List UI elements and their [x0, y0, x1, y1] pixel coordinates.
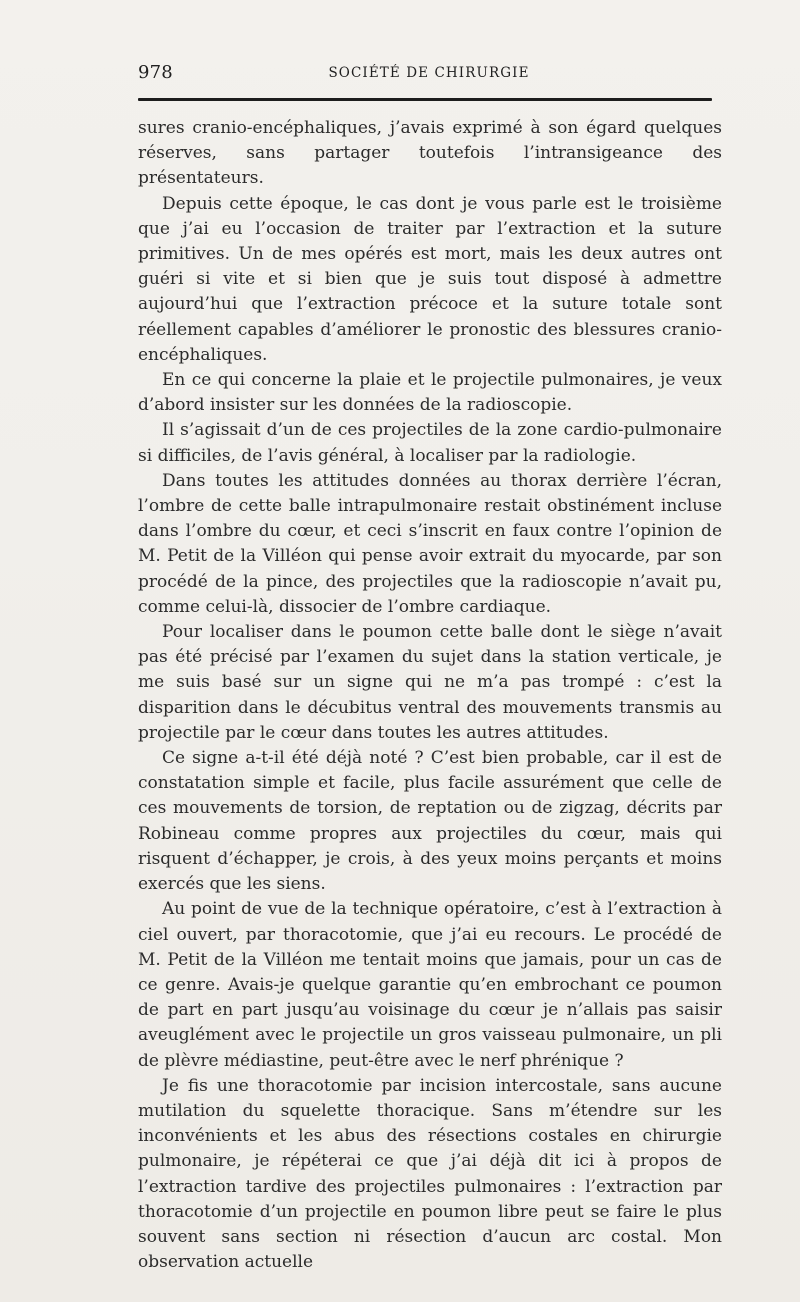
page-number: 978 — [138, 62, 173, 83]
paragraph: Pour localiser dans le poumon cette balle dont le siège n’avait pas été précisé par l’examen du sujet dans la station verticale, je me suis basé sur un signe qui ne m’a pas trompé : c’est la disparition dans le décubitus ventral des mouvements transmis au projectile par le cœur dans toutes les autres attitudes. — [138, 622, 722, 743]
paragraph: Je fis une thoracotomie par incision intercostale, sans aucune mutilation du squelette thoracique. Sans m’étendre sur les inconvénients et les abus des résections costales en chirurgie pulmonaire, je répéterai ce que j’ai déjà dit ici à propos de l’extraction tardive des projectiles pulmonaires : l’extraction par thoracotomie d’un projectile en poumon libre peut se faire le plus souvent sans section ni résection d’aucun arc costal. Mon observation actuelle — [138, 1075, 722, 1273]
running-head: SOCIÉTÉ DE CHIRURGIE — [328, 65, 530, 81]
paragraph: Depuis cette époque, le cas dont je vous parle est le troisième que j’ai eu l’occasion de traiter par l’extraction et la suture primitives. Un de mes opérés est mort, mais les deux autres ont guéri si vite et si bien que je suis tout disposé à admettre aujourd’hui que l’extraction précoce et la suture totale sont réellement capables d’améliorer le pronostic des blessures cranio-encéphaliques. — [138, 193, 722, 365]
paragraph: Ce signe a-t-il été déjà noté ? C’est bien probable, car il est de constatation simple et facile, plus facile assurément que celle de ces mouvements de torsion, de reptation ou de zigzag, décrits par Robineau comme propres aux projectiles du cœur, mais qui risquent d’échapper, je crois, à des yeux moins perçants et moins exercés que les siens. — [138, 748, 722, 895]
header-rule — [138, 98, 712, 101]
paragraph: Dans toutes les attitudes données au thorax derrière l’écran, l’ombre de cette balle intrapulmonaire restait obstinément incluse dans l’ombre du cœur, et ceci s’inscrit en faux contre l’opinion de M. Petit de la Villéon qui pense avoir extrait du myocarde, par son procédé de la pince, des projectiles que la radioscopie n’avait pu, comme celui-là, dissocier de l’ombre cardiaque. — [138, 470, 722, 617]
paragraph: sures cranio-encéphaliques, j’avais exprimé à son égard quelques réserves, sans partager toutefois l’intransigeance des présentateurs. — [138, 118, 722, 189]
page-header — [138, 58, 720, 88]
paragraph: Il s’agissait d’un de ces projectiles de la zone cardio-pulmonaire si difficiles, de l’avis général, à localiser par la radiologie. — [138, 420, 722, 466]
paragraph: En ce qui concerne la plaie et le projectile pulmonaires, je veux d’abord insister sur les données de la radioscopie. — [138, 370, 722, 416]
body-text — [138, 116, 722, 1275]
paragraph: Au point de vue de la technique opératoire, c’est à l’extraction à ciel ouvert, par thoracotomie, que j’ai eu recours. Le procédé de M. Petit de la Villéon me tentait moins que jamais, pour un cas de ce genre. Avais-je quelque garantie qu’en embrochant ce poumon de part en part jusqu’au voisinage du cœur je n’allais pas saisir aveuglément avec le projectile un gros vaisseau pulmonaire, un pli de plèvre médiastine, peut-être avec le nerf phrénique ? — [138, 899, 722, 1071]
